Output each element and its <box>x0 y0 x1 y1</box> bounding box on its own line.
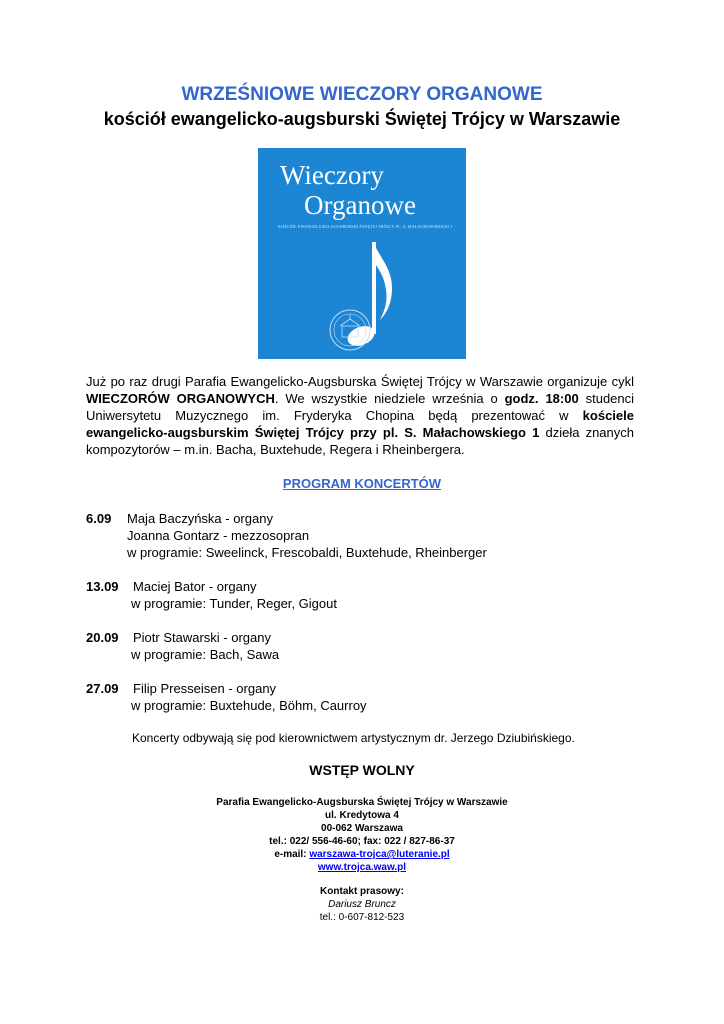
intro-paragraph: Już po raz drugi Parafia Ewangelicko-Augsburska Świętej Trójcy w Warszawie organizuje cykl WIECZORÓW ORGANOWYCH. We wszystkie niedziele września o godz. 18:00 studenci Uniwersytetu Muzycznego im. Fryderyka Chopina będą prezentować w kościele ewangelicko-augsburskim Świętej Trójcy przy pl. S. Małachowskiego 1 dzieła znanych kompozytorów – m.in. Bacha, Buxtehude, Regera i Rheinbergera. <box>86 374 635 457</box>
website-link[interactable]: www.trojca.waw.pl <box>317 862 407 873</box>
concert-repertoire: w programie: Buxtehude, Böhm, Caurroy <box>131 698 367 713</box>
poster-title-line1: Wieczory <box>280 160 384 190</box>
cycle-name: WIECZORÓW ORGANOWYCH <box>86 391 275 406</box>
concert-time: godz. 18:00 <box>504 391 579 406</box>
concert-item <box>86 510 487 561</box>
contact-phones: tel.: 022/ 556-46-60; fax: 022 / 827-86-37 <box>269 836 455 847</box>
contact-email-row: e-mail: warszawa-trojca@luteranie.pl <box>274 849 450 860</box>
concert-date: 13.09 <box>86 579 119 594</box>
program-heading: PROGRAM KONCERTÓW <box>282 476 442 491</box>
concert-performer: Maciej Bator - organy <box>133 579 257 594</box>
church-seal-icon <box>258 148 466 359</box>
contact-block <box>0 796 724 874</box>
press-contact <box>0 885 724 924</box>
press-label: Kontakt prasowy: <box>320 886 404 897</box>
contact-city: 00-062 Warszawa <box>321 823 403 834</box>
concert-item <box>86 680 367 714</box>
contact-org: Parafia Ewangelicko-Augsburska Świętej Trójcy w Warszawie <box>216 797 508 808</box>
concert-item <box>86 629 279 663</box>
concert-performer: Filip Presseisen - organy <box>133 681 277 696</box>
poster-title-line2: Organowe <box>304 190 416 220</box>
poster-image <box>258 148 466 359</box>
concert-performer-2: Joanna Gontarz - mezzosopran <box>127 528 310 543</box>
concert-date: 27.09 <box>86 681 119 696</box>
concert-performer: Maja Baczyńska - organy <box>127 511 273 526</box>
page-subtitle: kościół ewangelicko-augsburski Świętej Trójcy w Warszawie <box>103 109 621 129</box>
artistic-direction-note: Koncerty odbywają się pod kierownictwem artystycznym dr. Jerzego Dziubińskiego. <box>132 731 575 745</box>
concert-repertoire: w programie: Bach, Sawa <box>131 647 280 662</box>
concert-performer: Piotr Stawarski - organy <box>133 630 271 645</box>
contact-street: ul. Kredytowa 4 <box>325 810 399 821</box>
concert-date: 6.09 <box>86 511 112 526</box>
press-name: Dariusz Bruncz <box>328 899 396 910</box>
concert-repertoire: w programie: Sweelinck, Frescobaldi, Buxtehude, Rheinberger <box>127 545 487 560</box>
email-link[interactable]: warszawa-trojca@luteranie.pl <box>309 849 450 860</box>
concert-item <box>86 578 337 612</box>
concert-place: kościele ewangelicko-augsburskim Świętej Trójcy przy pl. S. Małachowskiego 1 <box>86 408 634 440</box>
concert-repertoire: w programie: Tunder, Reger, Gigout <box>131 596 337 611</box>
page-title: WRZEŚNIOWE WIECZORY ORGANOWE <box>181 84 543 105</box>
free-admission: WSTĘP WOLNY <box>309 762 415 778</box>
poster-caption: KOŚCIÓŁ EWANGELICKO-AUGSBURSKI ŚWIĘTEJ TRÓJCY PL. S. MAŁACHOWSKIEGO 1 <box>278 224 453 229</box>
press-phone: tel.: 0-607-812-523 <box>319 912 405 923</box>
contact-website-row <box>0 861 724 874</box>
concert-date: 20.09 <box>86 630 119 645</box>
